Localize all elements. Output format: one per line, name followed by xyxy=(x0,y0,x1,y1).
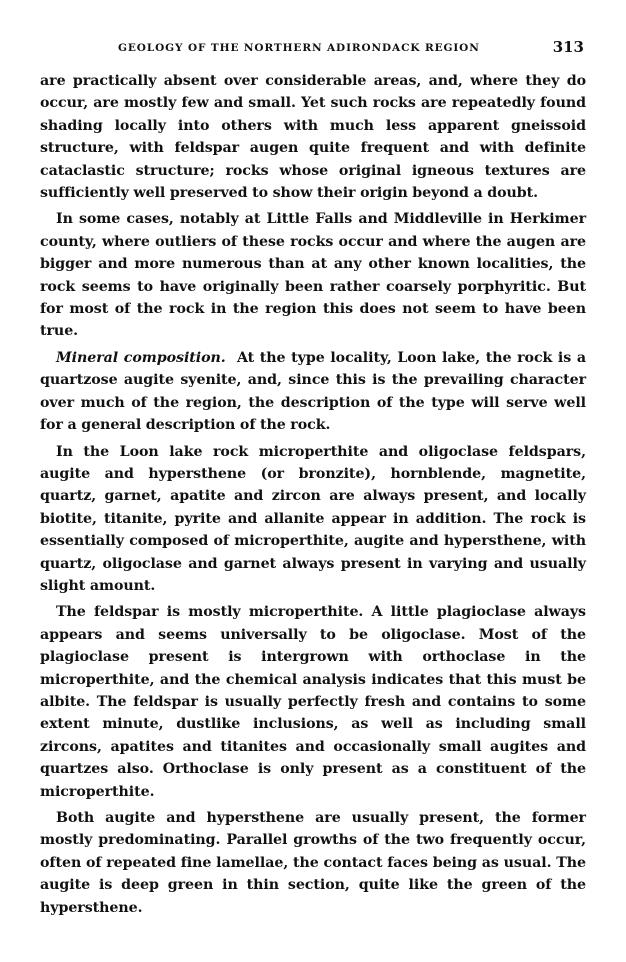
paragraph-text: are practically absent over considerable areas, and, where they do occur, are mostly few and small. Yet such rocks are repeatedly found shading locally into others with much less apparent gneissoid structure, with feldspar augen quite frequent and with definite cataclastic structure; rocks whose original igneous textures are sufficiently well preserved to show their origin beyond a doubt. xyxy=(40,73,586,202)
paragraph xyxy=(40,601,586,803)
paragraph-text: At the type locality, Loon lake, the rock is a quartzose augite syenite, and, since this is the prevailing character over much of the region, the description of the type will serve well for a general description of the rock. xyxy=(40,349,586,434)
book-page xyxy=(40,36,586,923)
paragraph xyxy=(40,347,586,437)
paragraph-text: Both augite and hypersthene are usually present, the former mostly predominating. Parallel growths of the two frequently occur, often of repeated fine lamellae, the contact faces being as usual. The augite is deep green in thin section, quite like the green of the hypersthene. xyxy=(40,810,586,916)
paragraph-text: The feldspar is mostly microperthite. A little plagioclase always appears and seems universally to be oligoclase. Most of the plagioclase present is intergrown with orthoclase in the microperthite, and the chemical analysis indicates that this must be albite. The feldspar is usually perfectly fresh and contains to some extent minute, dustlike inclusions, as well as including small zircons, apatites and titanites and occasionally small augites and quartzes also. Orthoclase is only present as a constituent of the microperthite. xyxy=(40,604,586,800)
paragraph xyxy=(40,208,586,342)
paragraph-text: In some cases, notably at Little Falls and Middleville in Herkimer county, where outliers of these rocks occur and where the augen are bigger and more numerous than at any other known localities, the rock seems to have originally been rather coarsely porphyritic. But for most of the rock in the region this does not seem to have been true. xyxy=(40,211,586,340)
paragraph xyxy=(40,70,586,204)
page-header xyxy=(40,36,586,60)
paragraph xyxy=(40,807,586,919)
section-heading: Mineral composition. xyxy=(56,349,226,366)
paragraph xyxy=(40,441,586,598)
page-number: 313 xyxy=(552,38,584,56)
paragraph-text: In the Loon lake rock microperthite and oligoclase feldspars, augite and hypersthene (or bronzite), hornblende, magnetite, quartz, garnet, apatite and zircon are always present, and locally biotite, titanite, pyrite and allanite appear in addition. The rock is essentially composed of microperthite, augite and hypersthene, with quartz, oligoclase and garnet always present in varying and usually slight amount. xyxy=(40,443,586,594)
body-text xyxy=(40,70,586,919)
running-title: GEOLOGY OF THE NORTHERN ADIRONDACK REGION xyxy=(118,42,480,54)
